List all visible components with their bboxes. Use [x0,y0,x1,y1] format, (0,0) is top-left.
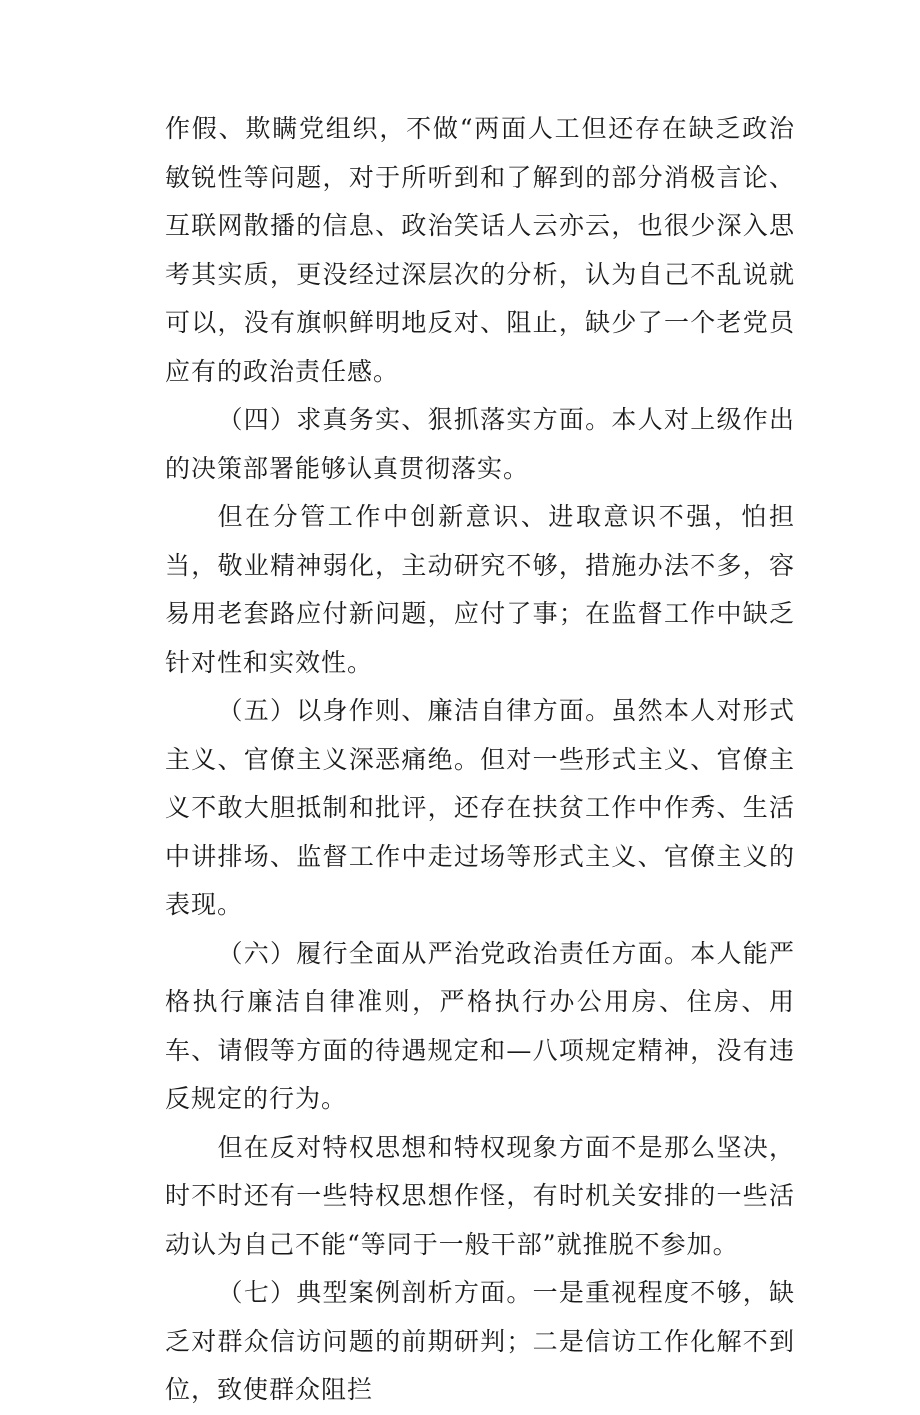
paragraph-section-seven: （七）典型案例剖析方面。一是重视程度不够，缺乏对群众信访问题的前期研判；二是信访工作化解不到位，致使群众阻拦 [165,1278,795,1404]
paragraph-section-five: （五）以身作则、廉洁自律方面。虽然本人对形式主义、官僚主义深恶痛绝。但对一些形式主义、官僚主义不敢大胆抵制和批评，还存在扶贫工作中作秀、生活中讲排场、监督工作中走过场等形式主义、官僚主义的表现。 [165,696,795,919]
paragraph-section-four-issues: 但在分管工作中创新意识、进取意识不强，怕担当，敬业精神弱化，主动研究不够，措施办法不多，容易用老套路应付新问题，应付了事；在监督工作中缺乏针对性和实效性。 [165,502,795,677]
document-body [165,105,795,1415]
paragraph-section-six-issues: 但在反对特权思想和特权现象方面不是那么坚决，时不时还有一些特权思想作怪，有时机关安排的一些活动认为自己不能“等同于一般干部”就推脱不参加。 [165,1132,795,1259]
paragraph-continuation: 作假、欺瞒党组织，不做“两面人工但还存在缺乏政治敏锐性等问题，对于所听到和了解到的部分消极言论、互联网散播的信息、政治笑话人云亦云，也很少深入思考其实质，更没经过深层次的分析，认为自己不乱说就可以，没有旗帜鲜明地反对、阻止，缺少了一个老党员应有的政治责任感。 [165,114,795,386]
paragraph-section-four: （四）求真务实、狠抓落实方面。本人对上级作出的决策部署能够认真贯彻落实。 [165,405,795,483]
paragraph-section-six: （六）履行全面从严治党政治责任方面。本人能严格执行廉洁自律准则，严格执行办公用房、住房、用车、请假等方面的待遇规定和—八项规定精神，没有违反规定的行为。 [165,938,795,1113]
